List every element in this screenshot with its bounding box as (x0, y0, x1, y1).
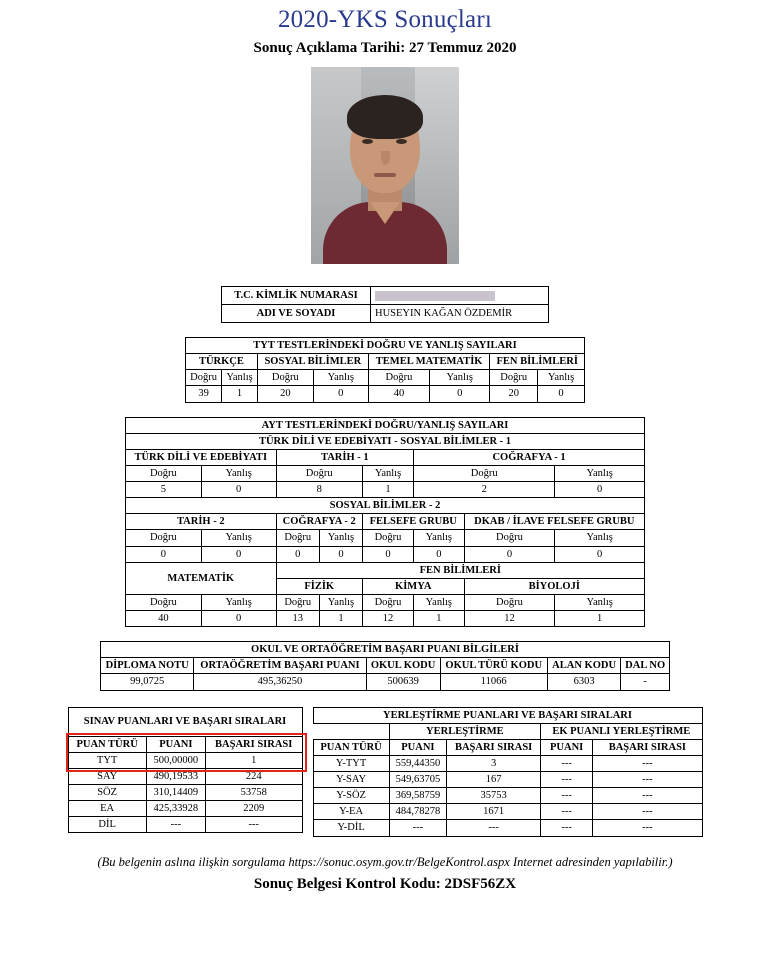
yerlestirme-tur: Y-DİL (313, 820, 389, 836)
yerlestirme-header: PUAN TÜRÜ (313, 739, 389, 755)
yerlestirme-sira: --- (447, 820, 541, 836)
table-row (126, 465, 645, 481)
table-row (126, 594, 645, 610)
yerlestirme-tur: Y-SÖZ (313, 788, 389, 804)
ayt-title: AYT TESTLERİNDEKİ DOĞRU/YANLIŞ SAYILARI (126, 417, 645, 433)
sinav-puan: 310,14409 (146, 784, 205, 800)
col-yanlis: Yanlış (555, 465, 645, 481)
okul-table (100, 641, 670, 690)
col-dogru: Doğru (126, 594, 202, 610)
ayt-value: 13 (276, 611, 319, 627)
table-row (186, 386, 585, 402)
table-row (186, 338, 585, 354)
ayt-value: 0 (201, 482, 276, 498)
footer-code-label: Sonuç Belgesi Kontrol Kodu: (253, 875, 441, 892)
table-row (126, 482, 645, 498)
sinav-puan: 500,00000 (146, 752, 205, 768)
tc-label: T.C. KİMLİK NUMARASI (222, 287, 371, 305)
col-yanlis: Yanlış (555, 594, 645, 610)
ayt-subject: DKAB / İLAVE FELSEFE GRUBU (464, 514, 644, 530)
ayt-value: 0 (464, 546, 555, 562)
table-row (313, 772, 702, 788)
yerlestirme-header: BAŞARI SIRASI (447, 739, 541, 755)
table-row (313, 788, 702, 804)
col-dogru: Doğru (368, 370, 429, 386)
sinav-header: PUANI (146, 736, 205, 752)
sinav-sira: 2209 (205, 801, 302, 817)
col-yanlis: Yanlış (320, 530, 363, 546)
col-yanlis: Yanlış (414, 530, 464, 546)
sinav-sira: --- (205, 817, 302, 833)
ayt-subject: FİZİK (276, 578, 362, 594)
yerlestirme-ek-puan: --- (541, 820, 593, 836)
ayt-value: 8 (276, 482, 362, 498)
table-row (222, 287, 549, 305)
yerlestirme-tur: Y-TYT (313, 755, 389, 771)
table-row (126, 449, 645, 465)
yerlestirme-header: PUANI (389, 739, 447, 755)
col-dogru: Doğru (126, 465, 202, 481)
yerlestirme-header: PUANI (541, 739, 593, 755)
ayt-value: 0 (555, 546, 645, 562)
yerlestirme-tur: Y-EA (313, 804, 389, 820)
ayt-group2-title: SOSYAL BİLİMLER - 2 (126, 498, 645, 514)
col-dogru: Doğru (276, 530, 319, 546)
tc-value (371, 287, 549, 305)
col-yanlis: Yanlış (538, 370, 585, 386)
table-row (101, 642, 670, 658)
result-date: Sonuç Açıklama Tarihi: 27 Temmuz 2020 (253, 40, 517, 56)
sinav-sira: 1 (205, 752, 302, 768)
table-row (101, 674, 670, 690)
table-row (126, 530, 645, 546)
ayt-value: 0 (201, 546, 276, 562)
okul-title: OKUL VE ORTAÖĞRETİM BAŞARI PUANI BİLGİLERİ (101, 642, 670, 658)
photo-container (0, 67, 770, 264)
yerlestirme-puan: 369,58759 (389, 788, 447, 804)
footer-control-code (0, 876, 770, 893)
table-row (186, 354, 585, 370)
yerlestirme-title: YERLEŞTİRME PUANLARI VE BAŞARI SIRALARI (313, 707, 702, 723)
tyt-value: 0 (538, 386, 585, 402)
table-row (313, 755, 702, 771)
tyt-value: 40 (368, 386, 429, 402)
sinav-header: BAŞARI SIRASI (205, 736, 302, 752)
sinav-tur: SÖZ (68, 784, 146, 800)
tyt-value: 0 (313, 386, 368, 402)
col-yanlis: Yanlış (313, 370, 368, 386)
yerlestirme-header: BAŞARI SIRASI (593, 739, 702, 755)
table-row (68, 801, 302, 817)
table-row (126, 562, 645, 578)
footer-code-value: 2DSF56ZX (444, 875, 517, 892)
sinav-puanlari-table (68, 707, 303, 834)
table-row (186, 370, 585, 386)
ayt-subject: TARİH - 2 (126, 514, 277, 530)
ayt-subject: FELSEFE GRUBU (362, 514, 464, 530)
yerlestirme-group-main: YERLEŞTİRME (389, 723, 540, 739)
tyt-subject: FEN BİLİMLERİ (490, 354, 585, 370)
col-dogru: Doğru (490, 370, 538, 386)
ayt-table (125, 417, 645, 628)
ayt-value: 0 (126, 546, 202, 562)
tyt-value: 0 (430, 386, 490, 402)
table-row (313, 804, 702, 820)
okul-header: OKUL KODU (366, 658, 440, 674)
sinav-puan: --- (146, 817, 205, 833)
ayt-subject: TARİH - 1 (276, 449, 414, 465)
ayt-value: 5 (126, 482, 202, 498)
yerlestirme-sira: 167 (447, 772, 541, 788)
col-yanlis: Yanlış (555, 530, 645, 546)
yerlestirme-ek-puan: --- (541, 804, 593, 820)
yerlestirme-ek-puan: --- (541, 788, 593, 804)
ayt-subject: TÜRK DİLİ VE EDEBİYATI (126, 449, 277, 465)
table-row (68, 736, 302, 752)
ayt-value: 1 (320, 611, 363, 627)
yerlestirme-ek-puan: --- (541, 755, 593, 771)
col-yanlis: Yanlış (414, 594, 464, 610)
sinav-sira: 224 (205, 768, 302, 784)
ayt-value: 0 (555, 482, 645, 498)
ayt-group1-title: TÜRK DİLİ VE EDEBİYATI - SOSYAL BİLİMLER - 1 (126, 433, 645, 449)
ayt-subject: COĞRAFYA - 2 (276, 514, 362, 530)
tyt-table (185, 337, 585, 403)
sinav-tur: DİL (68, 817, 146, 833)
table-row (126, 514, 645, 530)
col-yanlis: Yanlış (430, 370, 490, 386)
okul-header: ALAN KODU (547, 658, 620, 674)
ayt-value: 0 (414, 546, 464, 562)
col-yanlis: Yanlış (362, 465, 413, 481)
col-dogru: Doğru (464, 594, 555, 610)
okul-header: ORTAÖĞRETİM BAŞARI PUANI (194, 658, 366, 674)
col-yanlis: Yanlış (320, 594, 363, 610)
name-label: ADI VE SOYADI (222, 305, 371, 323)
okul-value: 11066 (440, 674, 547, 690)
yerlestirme-puan: 484,78278 (389, 804, 447, 820)
ayt-group3-title: FEN BİLİMLERİ (276, 562, 644, 578)
sinav-tur: TYT (68, 752, 146, 768)
table-row (68, 817, 302, 833)
ayt-value: 0 (201, 611, 276, 627)
footer-note: (Bu belgenin aslına ilişkin sorgulama https://sonuc.osym.gov.tr/BelgeKontrol.aspx Internet adresinden yapılabilir.) (97, 854, 673, 869)
yerlestirme-puan: 549,63705 (389, 772, 447, 788)
tyt-title: TYT TESTLERİNDEKİ DOĞRU VE YANLIŞ SAYILARI (186, 338, 585, 354)
tyt-value: 20 (257, 386, 313, 402)
okul-value: 500639 (366, 674, 440, 690)
tyt-value: 20 (490, 386, 538, 402)
yerlestirme-sira: 1671 (447, 804, 541, 820)
col-dogru: Doğru (362, 594, 413, 610)
table-row (101, 658, 670, 674)
table-row (68, 768, 302, 784)
candidate-photo (311, 67, 459, 264)
ayt-value: 1 (414, 611, 464, 627)
table-row (126, 417, 645, 433)
yerlestirme-ek-sira: --- (593, 755, 702, 771)
ayt-value: 40 (126, 611, 202, 627)
col-yanlis: Yanlış (201, 465, 276, 481)
okul-value: 495,36250 (194, 674, 366, 690)
yerlestirme-sira: 3 (447, 755, 541, 771)
okul-header: DAL NO (621, 658, 670, 674)
yerlestirme-sira: 35753 (447, 788, 541, 804)
table-row (68, 752, 302, 768)
ayt-value: 0 (362, 546, 413, 562)
tyt-subject: SOSYAL BİLİMLER (257, 354, 368, 370)
col-dogru: Doğru (414, 465, 555, 481)
redacted-block (375, 291, 495, 301)
okul-header: OKUL TÜRÜ KODU (440, 658, 547, 674)
okul-header: DİPLOMA NOTU (101, 658, 194, 674)
table-row (126, 498, 645, 514)
ayt-value: 1 (555, 611, 645, 627)
col-dogru: Doğru (276, 594, 319, 610)
yerlestirme-puan: 559,44350 (389, 755, 447, 771)
col-dogru: Doğru (186, 370, 222, 386)
tyt-value: 39 (186, 386, 222, 402)
sinav-puan: 425,33928 (146, 801, 205, 817)
tyt-subject: TÜRKÇE (186, 354, 258, 370)
table-row (313, 739, 702, 755)
yerlestirme-ek-sira: --- (593, 820, 702, 836)
ayt-value: 0 (276, 546, 319, 562)
sinav-tur: SAY (68, 768, 146, 784)
sinav-wrapper (68, 707, 303, 837)
table-row (313, 820, 702, 836)
col-dogru: Doğru (126, 530, 202, 546)
col-dogru: Doğru (276, 465, 362, 481)
col-dogru: Doğru (464, 530, 555, 546)
col-yanlis: Yanlış (201, 594, 276, 610)
yerlestirme-ek-sira: --- (593, 788, 702, 804)
identity-table (221, 286, 549, 323)
sinav-sira: 53758 (205, 784, 302, 800)
col-yanlis: Yanlış (201, 530, 276, 546)
sinav-title: SINAV PUANLARI VE BAŞARI SIRALARI (68, 707, 302, 736)
yerlestirme-group-extra: EK PUANLI YERLEŞTİRME (541, 723, 702, 739)
col-yanlis: Yanlış (222, 370, 258, 386)
tyt-subject: TEMEL MATEMATİK (368, 354, 490, 370)
yerlestirme-ek-puan: --- (541, 772, 593, 788)
okul-value: 99,0725 (101, 674, 194, 690)
ayt-subject: COĞRAFYA - 1 (414, 449, 645, 465)
ayt-value: 0 (320, 546, 363, 562)
table-row (222, 305, 549, 323)
ayt-value: 12 (362, 611, 413, 627)
ayt-value: 12 (464, 611, 555, 627)
yerlestirme-tur: Y-SAY (313, 772, 389, 788)
table-row (68, 707, 302, 736)
sinav-header: PUAN TÜRÜ (68, 736, 146, 752)
ayt-subject: KİMYA (362, 578, 464, 594)
col-dogru: Doğru (362, 530, 413, 546)
okul-value: 6303 (547, 674, 620, 690)
ayt-value: 1 (362, 482, 413, 498)
ayt-subject: BİYOLOJİ (464, 578, 644, 594)
page-title: 2020-YKS Sonuçları (277, 6, 492, 33)
yerlestirme-ek-sira: --- (593, 772, 702, 788)
okul-value: - (621, 674, 670, 690)
yerlestirme-ek-sira: --- (593, 804, 702, 820)
table-row (126, 433, 645, 449)
name-value: HUSEYIN KAĞAN ÖZDEMİR (371, 305, 549, 323)
col-dogru: Doğru (257, 370, 313, 386)
table-row (126, 611, 645, 627)
ayt-math-title: MATEMATİK (126, 562, 277, 594)
ayt-value: 2 (414, 482, 555, 498)
table-row (313, 707, 702, 723)
table-row (68, 784, 302, 800)
table-row (313, 723, 702, 739)
yerlestirme-table (313, 707, 703, 837)
yerlestirme-puan: --- (389, 820, 447, 836)
table-row (126, 546, 645, 562)
sinav-tur: EA (68, 801, 146, 817)
sinav-puan: 490,19533 (146, 768, 205, 784)
scores-section (0, 707, 770, 837)
tyt-value: 1 (222, 386, 258, 402)
